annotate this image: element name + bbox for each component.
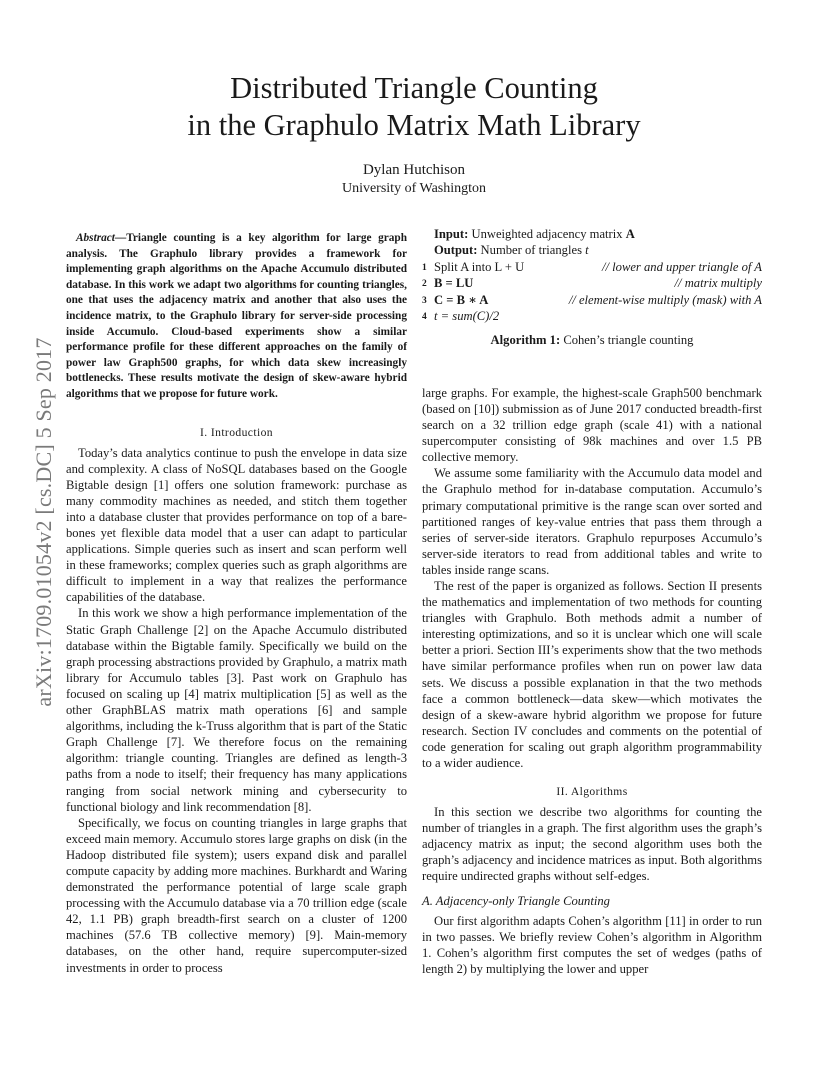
author-affiliation: University of Washington: [341, 181, 487, 196]
intro-paragraph-2: In this work we show a high performance implementation of the Static Graph Challenge [2] on the Apache Accumulo distributed database within the Bigtable family. Specifically we build on the graph processing abstractions provided by Graphulo, a matrix math library for Accumulo tables [3]. Past work on Graphulo has focused on scaling up [4] matrix multiplication [5] as well as the other GraphBLAS matrix math operations [6] and sample algorithms, including the k-Truss algorithm that is part of the Static Graph Challenge [7]. We therefore focus on the remaining algorithm: triangle counting. Triangles are defined as length-3 paths from a node to itself; their frequency has many applications ranging from social network mining and cybersecurity to functional biology and link recommendation [8].: [66, 606, 407, 814]
title-line-2: in the Graphulo Matrix Math Library: [187, 108, 641, 142]
title-line-1: Distributed Triangle Counting: [230, 71, 598, 105]
line-number: 2: [422, 279, 427, 290]
algorithms-paragraph: In this section we describe two algorithms for counting the number of triangles in a graph. The first algorithm uses the graph’s adjacency matrix as input; the second algorithm uses both the graph’s adjacency and incidence matrices as input. Both algorithms require undirected graphs without self-edges.: [422, 805, 762, 884]
line-comment: // element-wise multiply (mask) with A: [568, 292, 762, 307]
intro-paragraph-3: Specifically, we focus on counting triangles in large graphs that exceed main memory. Accumulo stores large graphs on disk (in the Hadoop distributed file system); users expand disk and parallel compute capacity by adding more machines. Burkhardt and Waring demonstrated the performance potential of large scale graph processing with the Accumulo database via a 70 trillion edge (scale 42, 1.1 PB) graph breadth-first search on a cluster of 1200 machines (57.6 TB collective memory) [9]. Main-memory databases, on the other hand, require supercomputer-sized investments in order to process: [66, 815, 407, 975]
line-comment: // lower and upper triangle of A: [602, 259, 762, 274]
output-text: Number of triangles: [480, 243, 582, 258]
line-code: B = LU: [434, 276, 474, 291]
output-label: Output:: [434, 243, 478, 258]
line-number: 1: [422, 262, 427, 273]
abstract: [66, 231, 407, 403]
abstract-text: —Triangle counting is a key algorithm for large graph analysis. The Graphulo library provides a framework for implementing graph algorithms on the Apache Accumulo distributed database. In this work we adapt two algorithms for counting triangles, one that uses the adjacency matrix and another that also uses the incidence matrix, to the Graphulo library for server-side processing inside Accumulo. Cloud-based experiments show a similar performance profile for these different approaches on the family of power law Graph500 graphs, for which data skew increasingly bottlenecks. These results motivate the design of skew-aware hybrid algorithms that we propose for future work.: [66, 232, 407, 400]
right-body: [422, 385, 762, 977]
left-column: [66, 231, 407, 976]
arxiv-identifier: arXiv:1709.01054v2 [cs.DC] 5 Sep 2017: [31, 337, 56, 707]
right-paragraph-2: We assume some familiarity with the Accumulo data model and the Graphulo method for in-database computation. Accumulo’s primary computational primitive is the range scan over sorted and partitioned ranges of key-value entries that pass them through a series of server-side iterators. Graphulo repurposes Accumulo’s server-side iterators to read from additional tables and write to tables inside range scans.: [422, 466, 762, 577]
input-symbol: A: [625, 227, 635, 241]
line-code: Split A into L + U: [434, 259, 525, 274]
algorithm-line-2: [422, 275, 762, 291]
caption-label: Algorithm 1:: [490, 333, 561, 348]
algorithm-caption: [422, 332, 762, 348]
algorithm-line-1: [422, 259, 762, 275]
abstract-label: Abstract: [76, 232, 115, 244]
line-number: 4: [422, 312, 427, 323]
right-paragraph-1: large graphs. For example, the highest-scale Graph500 benchmark (based on [10]) submission as of June 2017 conducted breadth-first search on a 32 trillion edge graph (scale 41) with a national supercomputer consisting of 98k machines and over 1.5 PB collective memory.: [422, 385, 762, 465]
line-code: t = sum(C)/2: [434, 309, 500, 324]
algorithm-line-4: [422, 308, 762, 324]
algorithm-1-block: [422, 226, 762, 349]
right-paragraph-3: The rest of the paper is organized as follows. Section II presents the mathematics and implementation of two methods for counting triangles with Graphulo. Both methods admit a number of interesting optimizations, and so it is unclear which one will scale better a priori. Section III’s experiments show that the two methods have similar performance profiles when run on power law data sets. We discuss a possible explanation in that the two methods face a common bottleneck—data skew—which motivates the design of a skew-aware hybrid algorithm we propose for future research. Section IV concludes and comments on the potential of code generation for scaling out graph algorithm programmability to a wider audience.: [422, 578, 762, 770]
caption-text: Cohen’s triangle counting: [563, 333, 694, 348]
algorithm-output: [422, 242, 762, 258]
line-code: C = B ∗ A: [434, 292, 489, 307]
subsection-adjacency-heading: A. Adjacency-only Triangle Counting: [422, 893, 610, 908]
algorithm-line-3: [422, 292, 762, 308]
right-column: [422, 226, 762, 977]
adjacency-paragraph: Our first algorithm adapts Cohen’s algorithm [11] in order to run in two passes. We briefly review Cohen’s algorithm in Algorithm 1. Cohen’s algorithm first computes the set of wedges (paths of length 2) by multiplying the lower and upper: [422, 913, 762, 976]
author-name: Dylan Hutchison: [362, 162, 466, 178]
algorithm-input: [422, 226, 762, 242]
output-symbol: t: [585, 243, 589, 258]
intro-paragraph-1: Today’s data analytics continue to push the envelope in data size and complexity. A class of NoSQL databases based on the Google Bigtable design [1] offers one solution framework: purchase as many commodity machines as needed, and stitch them together into a database cluster that provides performance on top of a bare-bones yet flexible data model that a user can adapt to particular applications. Simple queries such as insert and scan perform well in these frameworks; complex queries such as graph algorithms are difficult to implement in a way that realizes the performance capabilities of the database.: [66, 445, 407, 605]
section-algorithms-heading: II. Algorithms: [556, 785, 628, 799]
line-comment: // matrix multiply: [674, 276, 762, 291]
input-label: Input:: [434, 227, 469, 241]
section-introduction-heading: I. Introduction: [200, 425, 273, 439]
input-text: Unweighted adjacency matrix: [471, 227, 623, 241]
paper-title: [0, 70, 828, 144]
line-number: 3: [422, 295, 427, 306]
